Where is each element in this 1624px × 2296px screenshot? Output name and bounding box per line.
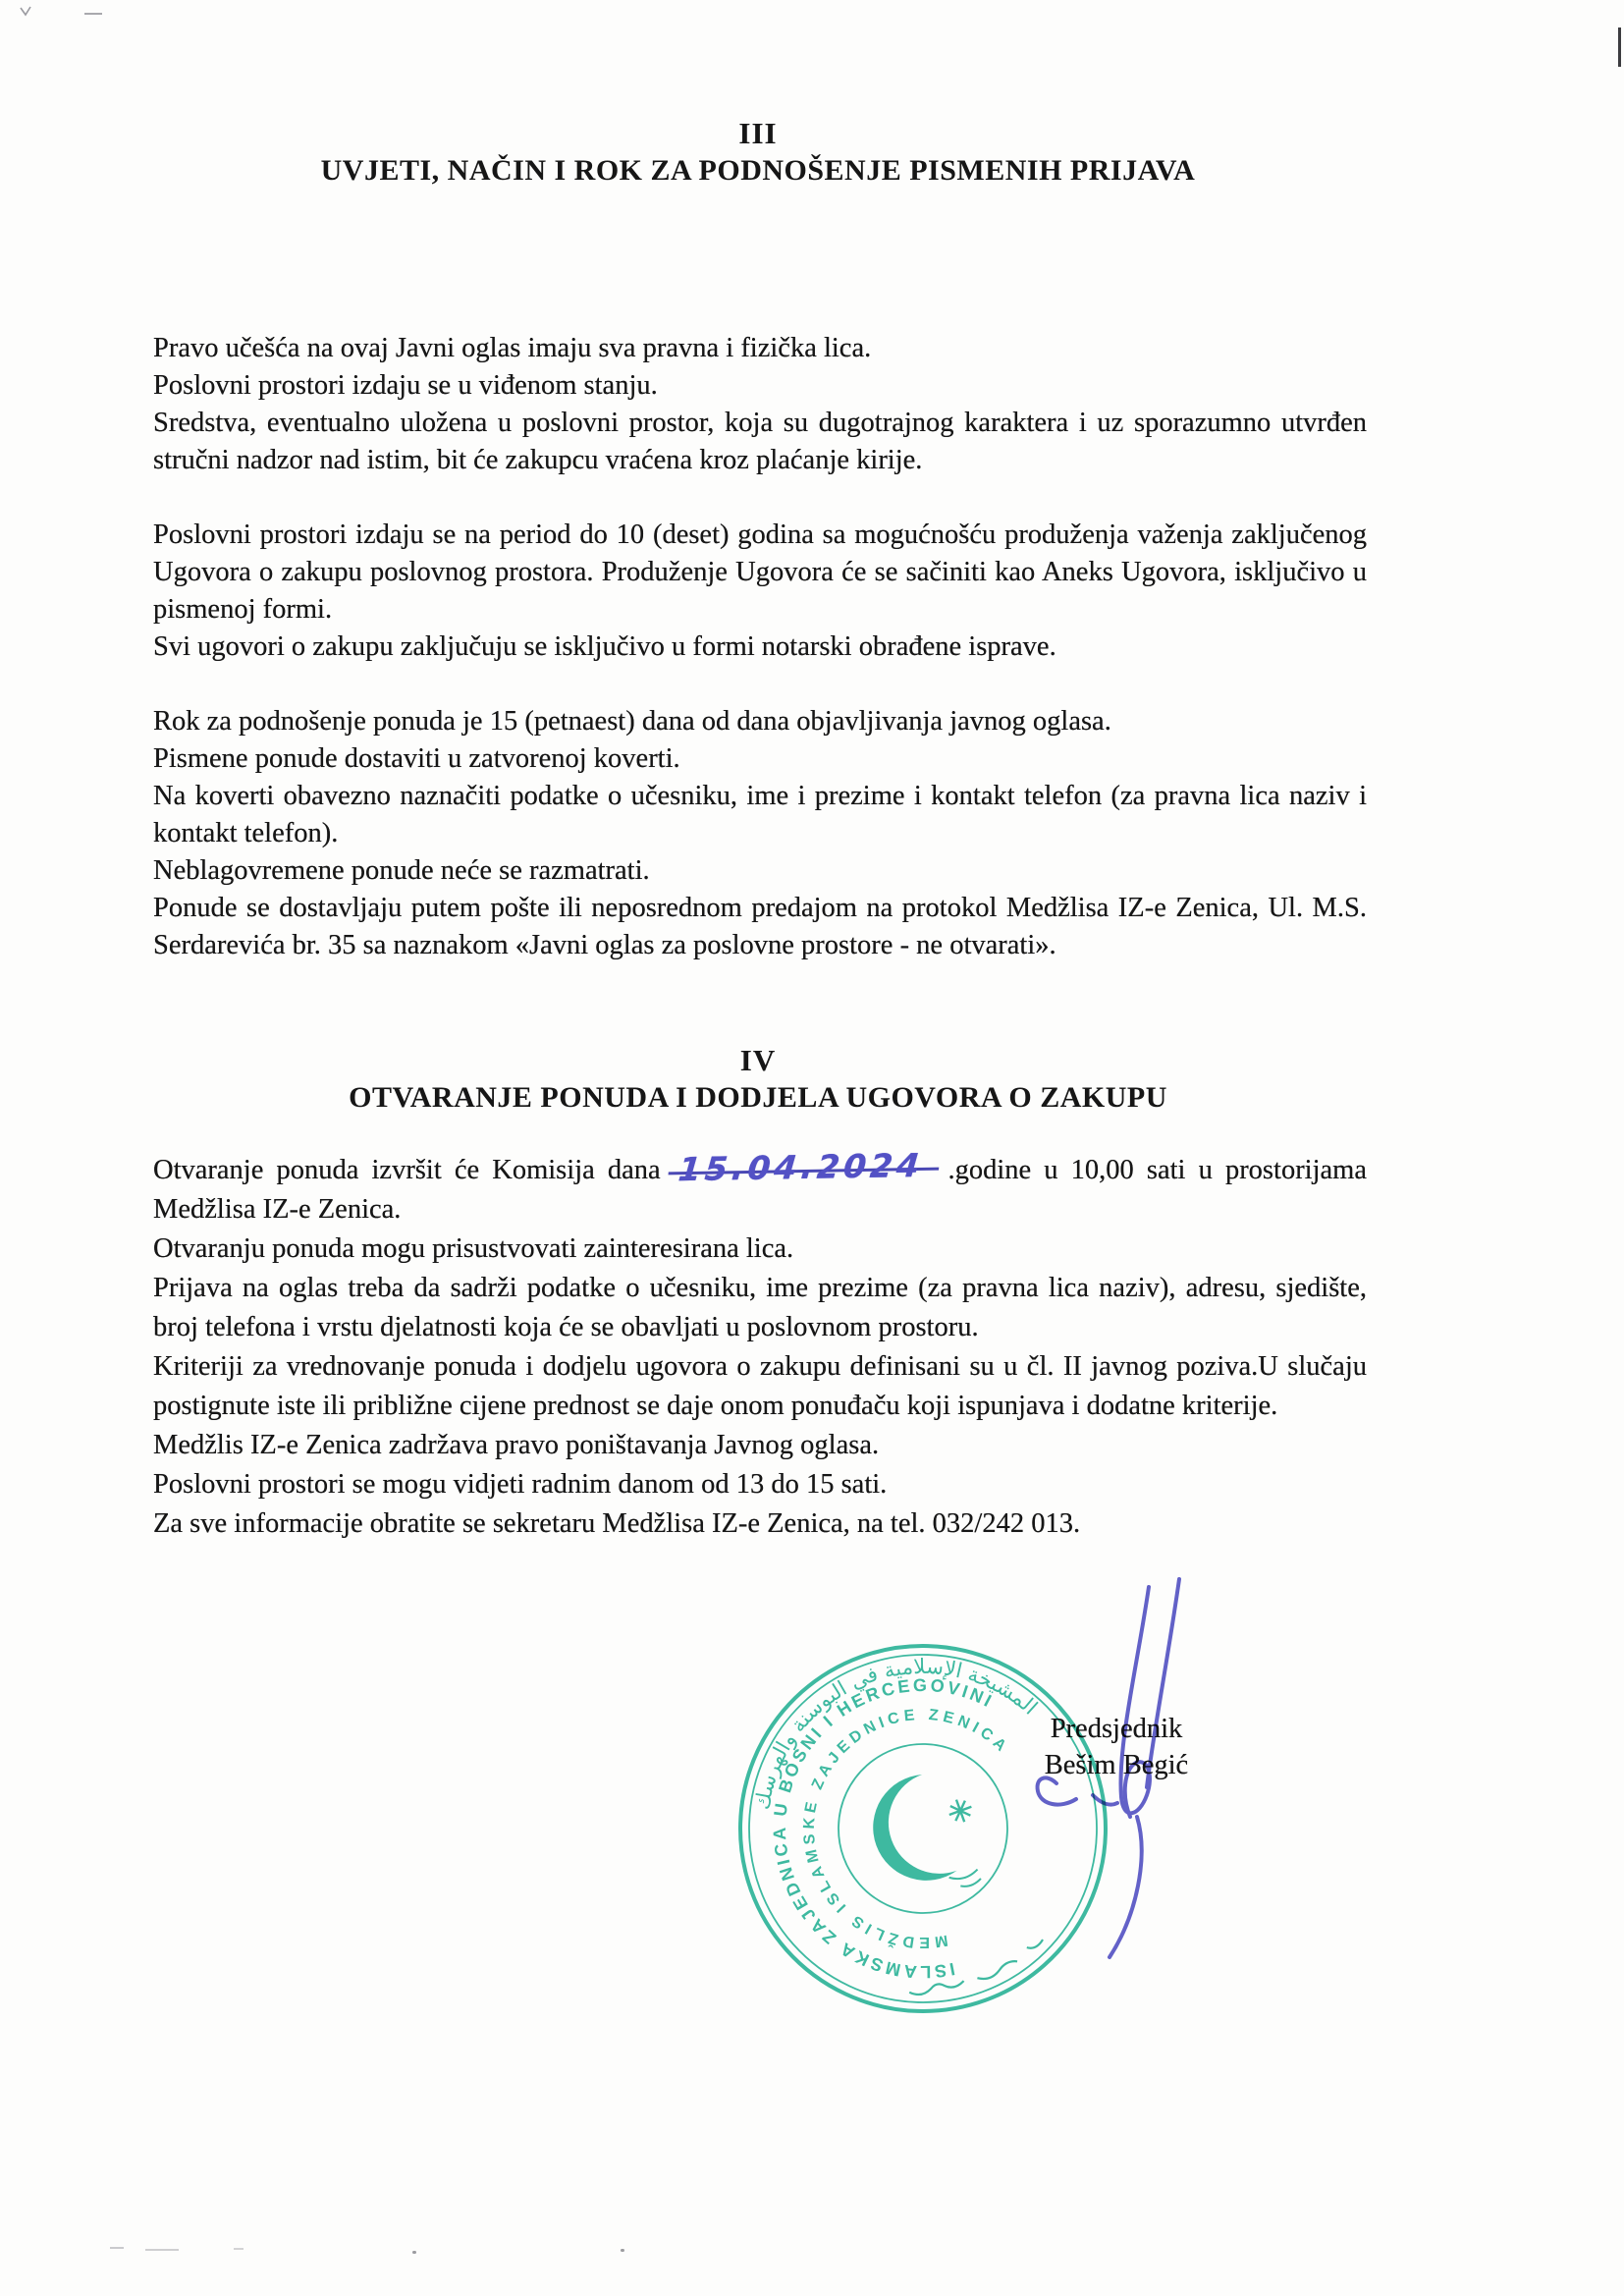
scan-artifact [412, 2251, 416, 2254]
scan-artifact [84, 13, 102, 15]
stamp-inner-latin-ring: MEDŽLIS ISLAMSKE ZAJEDNICE ZENICA [800, 1706, 1013, 1951]
paragraph: Pravo učešća na ovaj Javni oglas imaju sva pravna i fizička lica. [153, 333, 872, 363]
paragraph: Ponude se dostavljaju putem pošte ili neposrednom predajom na protokol Medžlisa IZ-e Zenica, Ul. M.S. Serdarevića br. 35 sa naznakom «Javni oglas za poslovne prostore - ne otvarati». [153, 893, 1367, 960]
section-iii-number: III [738, 116, 778, 150]
paragraph: Na koverti obavezno naznačiti podatke o učesniku, ime i prezime i kontakt telefon (za pravna lica naziv i kontakt telefon). [153, 781, 1367, 848]
paragraph: Prijava na oglas treba da sadrži podatke o učesniku, ime prezime (za pravna lica naziv), adresu, sjedište, broj telefona i vrstu djelatnosti koja će se obavljati u poslovnom prostoru. [153, 1273, 1367, 1342]
paragraph: Rok za podnošenje ponuda je 15 (petnaest) dana od dana objavljivanja javnog oglasa. [153, 706, 1111, 737]
signatory-name: Bešim Begić [1044, 1750, 1189, 1780]
crescent-moon-icon [858, 1773, 957, 1895]
scan-artifact [145, 2249, 179, 2251]
scan-artifact [621, 2249, 624, 2252]
paragraph: Kriteriji za vrednovanje ponuda i dodjelu ugovora o zakupu definisani su u čl. II javnog poziva.U slučaju postignute iste ili približne cijene prednost se daje onom ponuđaču koji ispunjava i dodatne kriterije. [153, 1351, 1367, 1421]
stamp-outer-latin-ring: ISLAMSKA ZAJEDNICA U BOSNI I HERCEGOVINI [769, 1674, 998, 1983]
opening-text-before-date: Otvaranje ponuda izvršit će Komisija dana [153, 1155, 661, 1185]
stamp-center-calligraphy [949, 1868, 982, 1891]
scan-artifact [110, 2247, 124, 2249]
handwritten-date: 15.04.2024 [668, 1166, 939, 1175]
official-round-stamp [725, 1630, 1121, 2027]
paragraph: Poslovni prostori izdaju se na period do 10 (deset) godina sa mogućnošću produženja važenja zaključenog Ugovora o zakupu poslovnog prostora. Produženje Ugovora će se sačiniti kao Aneks Ugovora, isključivo u pismenoj formi. [153, 519, 1367, 625]
signatory-title: Predsjednik [1050, 1714, 1183, 1744]
paragraph-with-handwritten-date [149, 1145, 1367, 1230]
section-iv-title: OTVARANJE PONUDA I DODJELA UGOVORA O ZAKUPU [349, 1081, 1167, 1114]
paragraph: Poslovni prostori se mogu vidjeti radnim danom od 13 do 15 sati. [153, 1469, 888, 1500]
stamp-arabic-ring: المشيخة الإسلامية في البوسنة والهرسك [750, 1654, 1043, 1812]
paragraph: Medžlis IZ-e Zenica zadržava pravo poništavanja Javnog oglasa. [153, 1430, 880, 1460]
paragraph: Za sve informacije obratite se sekretaru Medžlisa IZ-e Zenica, na tel. 032/242 013. [153, 1508, 1081, 1539]
opening-text-after-date: .godine u 10,00 sati u prostorijama Medžlisa IZ-e Zenica. [153, 1155, 1367, 1225]
section-iii-title: UVJETI, NAČIN I ROK ZA PODNOŠENJE PISMENIH PRIJAVA [320, 154, 1196, 187]
scan-artifact [18, 4, 41, 20]
paragraph: Neblagovremene ponude neće se razmatrati. [153, 855, 650, 886]
stamp-star-icon [946, 1795, 976, 1826]
paragraph: Svi ugovori o zakupu zaključuju se isključivo u formi notarski obrađene isprave. [153, 631, 1056, 662]
scan-artifact [1618, 27, 1621, 67]
paragraph: Poslovni prostori izdaju se u viđenom stanju. [153, 370, 658, 401]
document-body [149, 116, 1367, 1544]
paragraph: Otvaranju ponuda mogu prisustvovati zainteresirana lica. [153, 1233, 794, 1264]
scan-artifact [234, 2248, 244, 2250]
paragraph: Sredstva, eventualno uložena u poslovni prostor, koja su dugotrajnog karaktera i uz sporazumno utvrđen stručni nadzor nad istim, bit će zakupcu vraćena kroz plaćanje kirije. [153, 408, 1367, 475]
paragraph: Pismene ponude dostaviti u zatvorenoj koverti. [153, 743, 680, 774]
section-iv-number: IV [739, 1043, 777, 1077]
section-iv [149, 1043, 1367, 1544]
